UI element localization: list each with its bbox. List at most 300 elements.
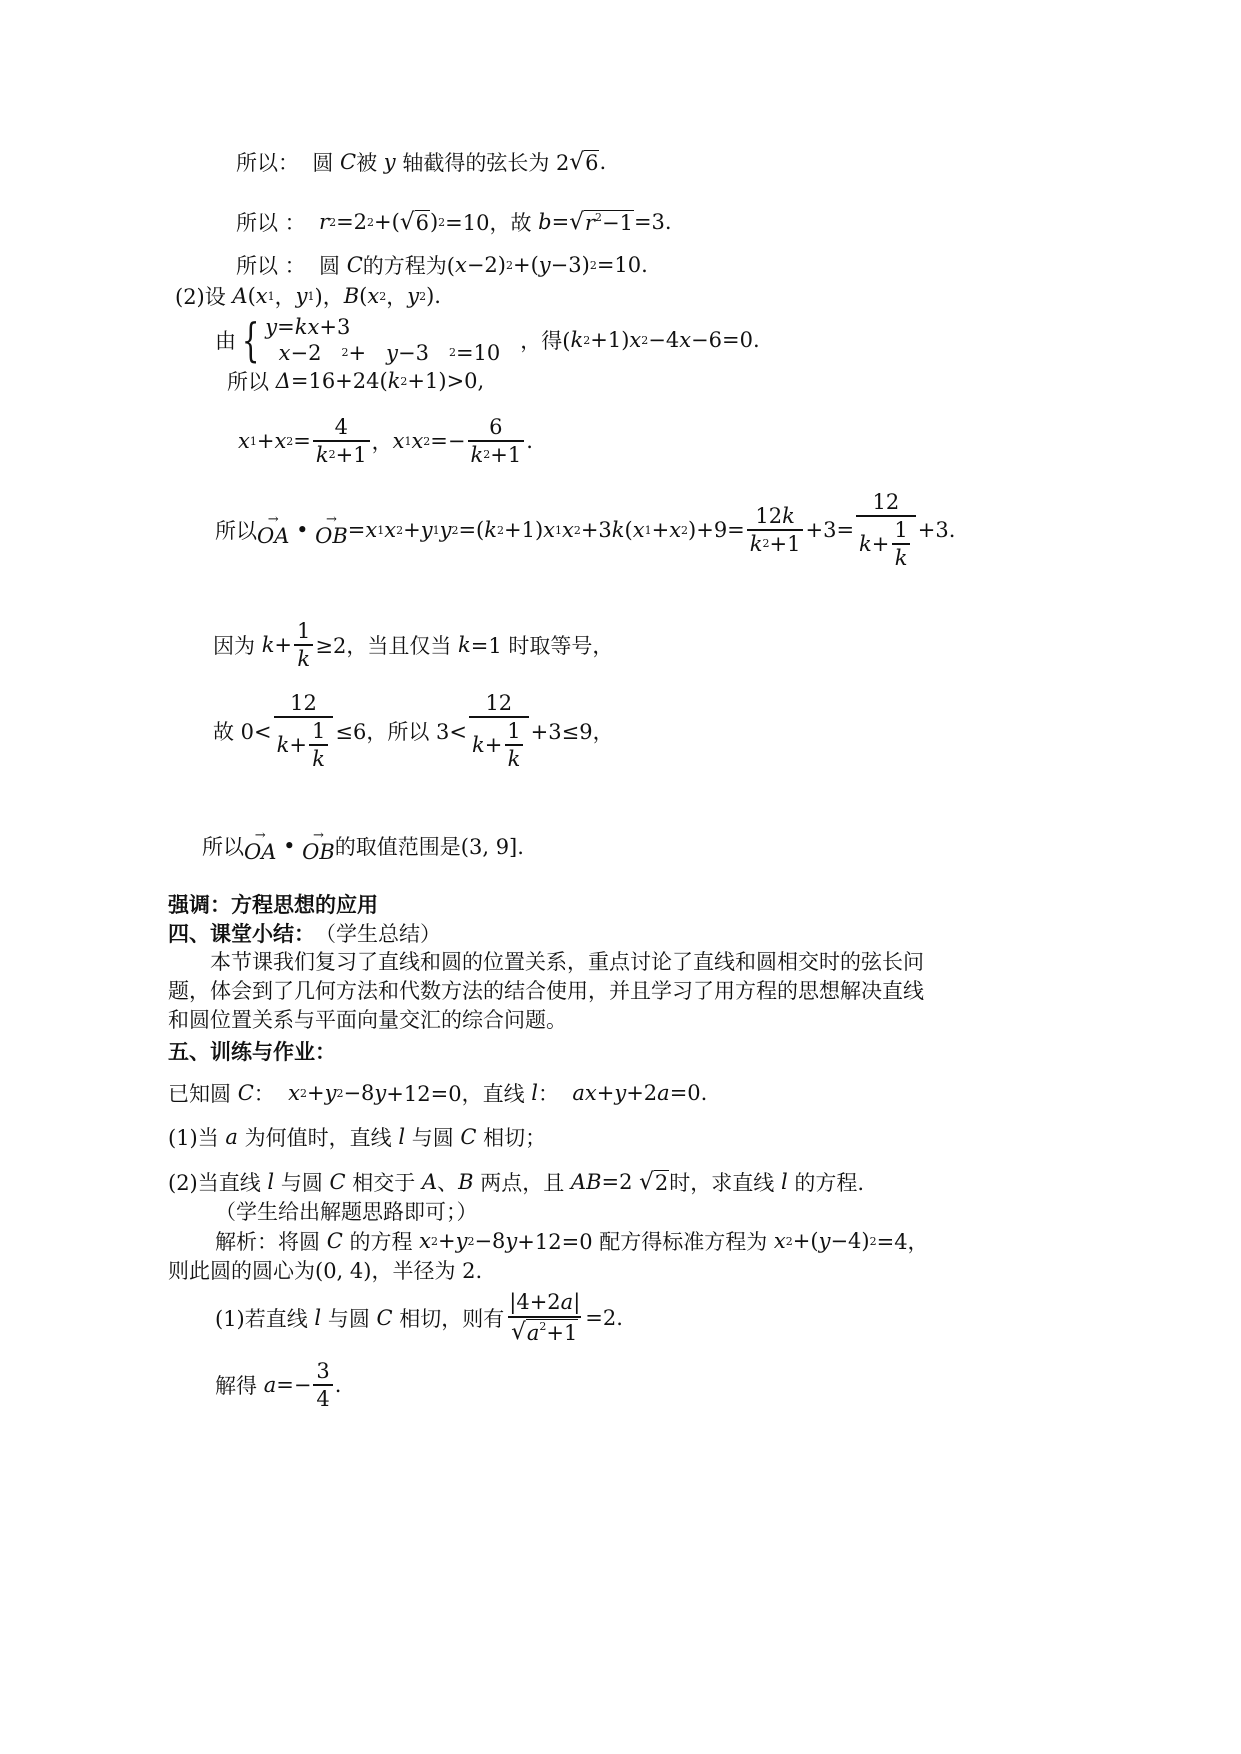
text-run: 12 — [872, 489, 900, 514]
text-run: =10，故 — [445, 211, 539, 235]
math-variable: x — [384, 518, 397, 542]
text-run: = — [347, 518, 366, 542]
math-variable: k — [507, 747, 521, 772]
math-variable: x — [392, 429, 405, 453]
text-run: +1) — [590, 328, 630, 352]
numerator — [313, 1358, 332, 1384]
text-run: +( — [374, 210, 400, 234]
vector — [244, 829, 276, 863]
subscript: 2 — [681, 523, 689, 537]
math-variable: k — [894, 546, 908, 571]
math-variable: x — [278, 341, 291, 365]
math-variable: x — [365, 518, 378, 542]
text-run: 所以 ： — [236, 211, 320, 235]
text-run: =− — [430, 429, 466, 453]
math-variable: y — [295, 284, 308, 308]
denominator — [468, 440, 525, 468]
numerator — [891, 517, 910, 543]
math-variable: x — [411, 429, 424, 453]
text-run: 相切，则有 — [392, 1307, 505, 1331]
denominator — [294, 644, 313, 672]
square-root — [569, 209, 634, 235]
subscript: 1 — [644, 523, 652, 537]
superscript: 2 — [448, 346, 456, 360]
superscript: 2 — [869, 1234, 877, 1248]
fraction — [468, 414, 525, 469]
text-run: + — [274, 633, 293, 657]
math-variable: k — [261, 633, 275, 657]
superscript: 2 — [367, 215, 375, 229]
fraction — [891, 517, 910, 572]
numerator — [504, 718, 523, 744]
math-variable: x — [419, 1229, 431, 1253]
denominator — [313, 1384, 332, 1412]
text-run: +1 — [490, 443, 522, 467]
math-variable: a — [263, 1373, 277, 1397]
subscript: 2 — [573, 523, 581, 537]
radical-sign-icon: √ — [639, 1169, 654, 1195]
text-run: +1 — [335, 443, 367, 467]
numerator — [752, 503, 797, 529]
math-variable: x — [238, 429, 250, 453]
text-run: ( — [359, 284, 368, 308]
denominator — [469, 716, 529, 773]
math-variable: x — [669, 518, 682, 542]
math-variable: a — [526, 1321, 540, 1346]
math-variable: C — [346, 253, 363, 277]
square-root — [639, 1169, 669, 1195]
subscript: 2 — [286, 434, 294, 448]
text-run: =0. — [669, 1081, 708, 1105]
superscript: 2 — [785, 1234, 793, 1248]
math-variable: B — [343, 284, 360, 308]
fraction — [747, 503, 804, 558]
system-row — [265, 340, 500, 366]
math-variable: l — [780, 1170, 788, 1194]
superscript: 2 — [594, 211, 602, 224]
denominator — [508, 1316, 581, 1347]
subscript: 1 — [554, 523, 562, 537]
text-run: 轴截得的弦长为 2 — [395, 151, 570, 175]
text-run: =4， — [876, 1230, 929, 1254]
text-run: = — [277, 314, 295, 339]
superscript: 2 — [641, 333, 649, 347]
text-run: ) — [429, 210, 439, 234]
math-variable: x — [632, 518, 645, 542]
math-variable: y — [614, 1081, 627, 1105]
vector-arrow-icon: → — [267, 512, 279, 527]
text-run: = — [551, 210, 570, 234]
text-run: ， — [371, 430, 393, 454]
math-variable: C — [340, 150, 357, 174]
denominator — [309, 744, 328, 772]
text-run: （学生给出解题思路即可；） — [215, 1200, 478, 1224]
text-run: + — [403, 518, 421, 542]
math-variable: y — [455, 1229, 468, 1253]
math-variable: y — [538, 253, 551, 277]
square-root — [400, 209, 430, 235]
text-run: +( — [512, 253, 539, 277]
text-run: =2 — [601, 1170, 640, 1194]
text-run: ： — [537, 1082, 573, 1106]
numerator — [287, 690, 320, 716]
denominator — [274, 716, 334, 773]
superscript: 2 — [483, 448, 491, 462]
text-run: • — [276, 834, 303, 858]
text-run: 所以 — [202, 835, 244, 859]
subscript: 1 — [267, 289, 275, 303]
text-run: ≥2，当且仅当 — [315, 634, 459, 658]
fraction — [856, 489, 916, 572]
text-run: + — [651, 518, 670, 542]
text-run: + — [348, 341, 387, 365]
vector — [315, 513, 348, 547]
text-run: −8 — [343, 1081, 375, 1105]
superscript: 2 — [341, 346, 349, 360]
math-variable: y — [407, 284, 420, 308]
numerator — [332, 414, 351, 440]
text-run: （学生总结） — [315, 922, 441, 946]
radicand — [584, 150, 599, 175]
text-run: 解得 — [215, 1374, 264, 1398]
text-run: 则此圆的圆心为(0, 4)，半径为 2. — [168, 1259, 483, 1283]
radicand — [415, 210, 430, 235]
numerator — [482, 690, 515, 716]
fraction — [313, 414, 370, 469]
subscript: 2 — [396, 523, 404, 537]
text-run: +1)>0, — [407, 369, 485, 393]
system-row — [265, 314, 500, 340]
text-run: 1 — [507, 718, 521, 743]
math-variable: k — [276, 733, 290, 757]
text-run: +12=0 配方得标准方程为 — [517, 1230, 774, 1254]
text-run: +12=0，直线 — [386, 1082, 532, 1106]
math-variable: y — [818, 1229, 831, 1253]
denominator — [747, 529, 804, 557]
numerator — [506, 1289, 583, 1315]
text-run: ， — [274, 285, 296, 309]
math-variable: k — [387, 369, 401, 393]
math-variable: y — [374, 1081, 387, 1105]
text-run: (1)若直线 — [215, 1307, 315, 1331]
math-variable: a — [657, 1081, 670, 1105]
text-run: 6 — [585, 151, 599, 175]
superscript: 2 — [467, 1234, 475, 1248]
equation-system — [236, 314, 500, 367]
denominator — [505, 744, 524, 772]
superscript: 2 — [400, 374, 408, 388]
text-run: 12 — [290, 690, 317, 715]
left-brace-icon: { — [241, 313, 260, 367]
text-run: + — [256, 429, 275, 453]
text-run: 两点，且 — [473, 1171, 571, 1195]
text-run: +1 — [546, 1321, 578, 1346]
text-run: 所以： 圆 — [236, 151, 341, 175]
subscript: 2 — [379, 289, 387, 303]
text-run: +1) — [503, 518, 544, 542]
math-variable: k — [611, 518, 625, 542]
math-variable: x — [454, 253, 467, 277]
text-run: 1 — [297, 618, 311, 643]
text-run: −6=0. — [691, 328, 760, 352]
numerator — [309, 718, 328, 744]
text-run: =10. — [596, 253, 648, 277]
fraction — [274, 690, 334, 773]
math-variable: A — [232, 284, 248, 308]
math-variable: y — [383, 150, 396, 174]
bold-heading-text: 四、课堂小结： — [168, 922, 315, 946]
vector-label: OB — [302, 840, 335, 864]
text-run: 2 — [654, 1171, 669, 1195]
text-run: ，得( — [500, 329, 571, 353]
subscript: 1 — [249, 434, 257, 448]
math-variable: l — [398, 1125, 406, 1149]
text-run: 与圆 — [321, 1307, 377, 1331]
text-run: + — [871, 532, 890, 556]
text-run: 为何值时，直线 — [237, 1126, 399, 1150]
text-run: =− — [276, 1373, 312, 1397]
text-run: 因为 — [213, 634, 262, 658]
text-run: −4 — [648, 328, 680, 352]
text-run: −3 — [397, 341, 449, 365]
fraction — [504, 718, 523, 773]
text-run: + — [596, 1081, 615, 1105]
text-run: = — [293, 429, 311, 453]
numerator — [870, 489, 903, 515]
bold-heading-text: 强调：方程思想的应用 — [168, 893, 378, 917]
math-variable: k — [471, 733, 485, 757]
text-run: )+9= — [688, 518, 745, 542]
math-variable: r — [584, 211, 595, 235]
math-variable: r — [319, 210, 330, 234]
vector-label: OA — [257, 524, 290, 548]
text-run: (2)当直线 — [168, 1171, 268, 1195]
text-run: −2 — [290, 341, 342, 365]
superscript: 2 — [762, 537, 770, 551]
text-run: 12 — [485, 690, 513, 715]
math-variable: k — [749, 532, 763, 556]
math-variable: Δ — [275, 369, 291, 393]
subscript: 1 — [377, 523, 385, 537]
math-variable: k — [859, 532, 872, 556]
superscript: 2 — [496, 523, 504, 537]
math-variable: y — [265, 314, 278, 339]
text-run: 的方程. — [787, 1171, 865, 1195]
text-run: ). — [426, 284, 441, 308]
vector-label: OA — [244, 840, 277, 864]
square-root — [569, 149, 599, 175]
math-variable: x — [679, 328, 692, 352]
text-run: 被 — [356, 151, 384, 175]
text-run: 的方程为( — [362, 254, 455, 278]
superscript: 2 — [438, 215, 446, 229]
text-run: =( — [458, 518, 485, 542]
text-run: +1 — [769, 532, 801, 556]
math-variable: l — [531, 1081, 538, 1105]
text-run: =10 — [455, 341, 501, 365]
superscript: 2 — [336, 1086, 344, 1100]
numerator — [486, 414, 505, 440]
math-variable: x — [367, 284, 380, 308]
text-run: +3= — [805, 518, 855, 542]
text-run: 故 0< — [213, 720, 272, 744]
vector — [302, 829, 335, 863]
math-variable: x — [773, 1229, 786, 1253]
text-run: 、 — [437, 1171, 459, 1195]
radicand — [654, 1170, 669, 1195]
vector-label: OB — [315, 524, 348, 548]
math-variable: k — [570, 328, 584, 352]
vector — [257, 513, 289, 547]
subscript: 1 — [404, 434, 412, 448]
math-variable: x — [288, 1081, 300, 1105]
vector-arrow-icon: → — [326, 512, 337, 527]
text-run: 所以 — [215, 519, 257, 543]
text-run: 已知圆 — [168, 1082, 238, 1106]
math-variable: C — [329, 1170, 346, 1194]
math-variable: y — [386, 341, 398, 365]
math-variable: C — [237, 1081, 254, 1105]
subscript: 1 — [432, 523, 440, 537]
text-run: 相交于 — [345, 1171, 422, 1195]
numerator — [294, 618, 313, 644]
text-run: | — [573, 1290, 581, 1315]
subscript: 2 — [419, 289, 427, 303]
math-variable: y — [439, 518, 452, 542]
text-run: + — [289, 733, 307, 757]
text-run: +( — [792, 1229, 819, 1253]
superscript: 2 — [539, 1320, 547, 1334]
text-run: −3) — [550, 253, 590, 277]
text-run: 解析：将圆 — [215, 1230, 327, 1254]
text-run: −4) — [830, 1229, 870, 1253]
text-run: +3 — [319, 314, 351, 339]
subscript: 1 — [307, 289, 315, 303]
text-run: 时，求直线 — [669, 1171, 781, 1195]
math-variable: l — [314, 1306, 322, 1330]
radical-sign-icon: √ — [511, 1318, 526, 1345]
vector-arrow-icon: → — [313, 828, 324, 843]
radicand — [584, 210, 634, 235]
math-variable: AB — [570, 1170, 602, 1194]
fraction — [294, 618, 313, 673]
text-run: 相切； — [476, 1126, 547, 1150]
system-rows — [265, 314, 500, 367]
math-variable: y — [324, 1081, 337, 1105]
denominator — [856, 515, 916, 572]
math-variable: a — [225, 1125, 238, 1149]
text-run: . — [526, 429, 533, 453]
math-variable: y — [420, 518, 433, 542]
text-run: 1 — [311, 718, 326, 743]
superscript: 2 — [329, 215, 337, 229]
text-run: 的取值范围是(3, 9]. — [334, 835, 524, 859]
math-variable: k — [297, 647, 311, 671]
text-run: (1)当 — [168, 1126, 226, 1150]
math-variable: k — [470, 443, 484, 467]
math-variable: k — [312, 747, 326, 772]
text-run: =2 — [336, 210, 368, 234]
text-run: |4+2 — [509, 1290, 561, 1315]
math-variable: x — [255, 284, 268, 308]
math-variable: k — [484, 518, 497, 542]
text-run: ≤6，所以 3< — [335, 720, 467, 744]
math-variable: ax — [572, 1081, 597, 1105]
fraction — [309, 718, 328, 773]
denominator — [313, 440, 370, 468]
denominator — [892, 543, 911, 571]
fraction — [469, 690, 529, 773]
text-run: +3. — [917, 518, 956, 542]
text-run: • — [289, 518, 316, 542]
math-variable: C — [326, 1229, 343, 1253]
superscript: 2 — [299, 1086, 307, 1100]
text-run: + — [484, 733, 503, 757]
superscript: 2 — [505, 258, 513, 272]
text-run: =2. — [585, 1306, 623, 1330]
text-run: 3 — [316, 1358, 330, 1383]
radical-sign-icon: √ — [569, 149, 585, 175]
text-run: =16+24( — [290, 369, 388, 393]
fraction — [506, 1289, 583, 1346]
math-variable: B — [458, 1170, 474, 1194]
text-run: −2) — [466, 253, 506, 277]
math-variable: x — [561, 518, 574, 542]
text-run: 1 — [894, 517, 908, 542]
text-run: )， — [314, 285, 344, 309]
math-variable: kx — [294, 314, 320, 339]
text-run: +2 — [626, 1081, 658, 1105]
text-run: 由 — [215, 329, 236, 353]
text-run: 与圆 — [274, 1171, 330, 1195]
math-variable: A — [421, 1170, 438, 1194]
text-run: ( — [247, 284, 256, 308]
text-run: 所以 — [227, 370, 276, 394]
radicand — [526, 1319, 579, 1346]
math-variable: C — [376, 1306, 393, 1330]
summary-paragraph: 本节课我们复习了直线和圆的位置关系，重点讨论了直线和圆相交时的弦长问题，体会到了几何方法和代数方法的结合使用，并且学习了用方程的思想解决直线和圆位置关系与平面向量交汇的综合问题。 — [168, 950, 924, 1032]
text-run: =3. — [633, 210, 672, 234]
superscript: 2 — [589, 258, 597, 272]
text-run: +3≤9， — [530, 720, 614, 744]
math-variable: x — [629, 328, 642, 352]
bold-heading-text: 五、训练与作业： — [168, 1040, 336, 1064]
fraction — [313, 1358, 332, 1413]
text-run: ： — [253, 1082, 289, 1106]
superscript: 2 — [430, 1234, 438, 1248]
text-run: 4 — [316, 1387, 330, 1411]
math-variable: k — [315, 443, 329, 467]
math-variable: l — [267, 1170, 275, 1194]
superscript: 2 — [328, 448, 336, 462]
text-run: 12 — [755, 503, 783, 528]
math-variable: a — [560, 1290, 574, 1315]
text-run — [265, 340, 278, 366]
text-run: 所以 ： 圆 — [236, 254, 347, 278]
text-run: +3 — [580, 518, 612, 542]
radical-sign-icon: √ — [569, 209, 584, 235]
text-run: (2)设 — [175, 285, 233, 309]
math-variable: x — [274, 429, 287, 453]
square-root — [511, 1318, 578, 1347]
text-run: −1 — [601, 211, 633, 235]
text-run: . — [599, 150, 607, 174]
radical-sign-icon: √ — [399, 209, 415, 235]
text-run: 的方程 — [342, 1230, 420, 1254]
math-variable: k — [458, 633, 471, 657]
text-run: ( — [624, 518, 633, 542]
math-variable: x — [543, 518, 555, 542]
